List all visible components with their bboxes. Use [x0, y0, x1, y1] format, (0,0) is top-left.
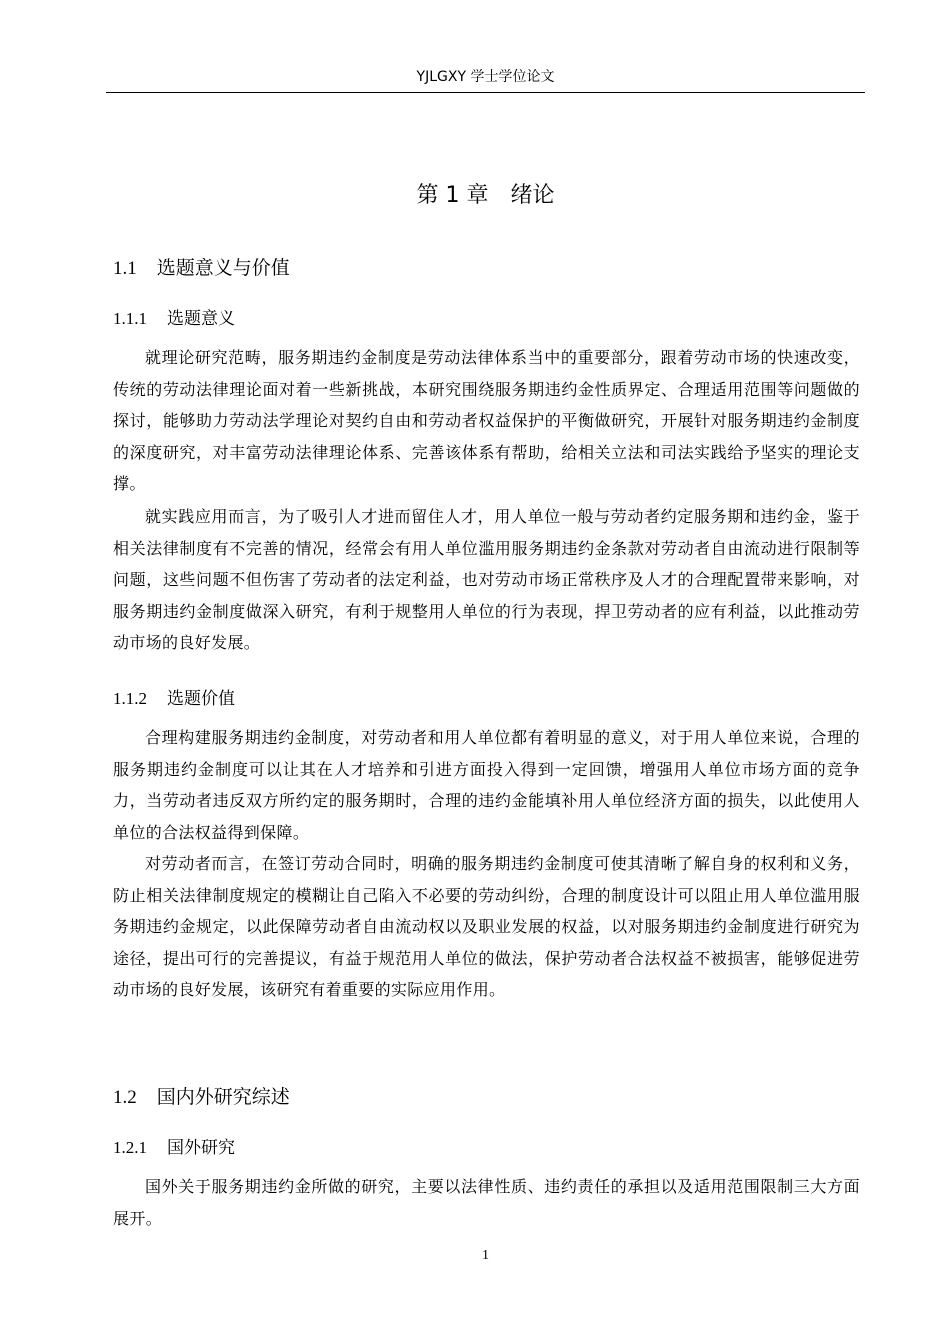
section-heading-1-1: [113, 253, 290, 280]
subsection-heading-1-1-1: [113, 304, 235, 329]
subsection-title: 选题意义: [167, 309, 235, 329]
section-title: 选题意义与价值: [156, 257, 290, 279]
paragraph: 对劳动者而言，在签订劳动合同时，明确的服务期违约金制度可使其清晰了解自身的权利和义务，防止相关法律制度规定的模糊让自己陷入不必要的劳动纠纷，合理的制度设计可以阻止用人单位滥用服务期违约金规定，以此保障劳动者自由流动权以及职业发展的权益，以对服务期违约金制度进行研究为途径，提出可行的完善提议，有益于规范用人单位的做法，保护劳动者合法权益不被损害，能够促进劳动市场的良好发展，该研究有着重要的实际应用作用。: [113, 854, 860, 999]
section-number: 1.1: [113, 258, 137, 279]
paragraph: 就理论研究范畴，服务期违约金制度是劳动法律体系当中的重要部分，跟着劳动市场的快速改变，传统的劳动法律理论面对着一些新挑战，本研究围绕服务期违约金性质界定、合理适用范围等问题做的探讨，能够助力劳动法学理论对契约自由和劳动者权益保护的平衡做研究，开展针对服务期违约金制度的深度研究，对丰富劳动法律理论体系、完善该体系有帮助，给相关立法和司法实践给予坚实的理论支撑。: [113, 348, 860, 493]
subsection-number: 1.2.1: [113, 1138, 147, 1157]
paragraph: 国外关于服务期违约金所做的研究，主要以法律性质、违约责任的承担以及适用范围限制三大方面展开。: [113, 1177, 860, 1228]
subsection-title: 选题价值: [167, 689, 235, 709]
header-rule: [106, 92, 865, 93]
subsection-heading-1-2-1: [113, 1133, 235, 1158]
chapter-title-text: 绪论: [510, 183, 555, 208]
paragraph: 就实践应用而言，为了吸引人才进而留住人才，用人单位一般与劳动者约定服务期和违约金，鉴于相关法律制度有不完善的情况，经常会有用人单位滥用服务期违约金条款对劳动者自由流动进行限制等问题，这些问题不但伤害了劳动者的法定利益，也对劳动市场正常秩序及人才的合理配置带来影响，对服务期违约金制度做深入研究，有利于规整用人单位的行为表现，捍卫劳动者的应有利益，以此推动劳动市场的良好发展。: [113, 507, 860, 652]
page-number: 1: [482, 1248, 489, 1263]
chapter-number: 第 1 章: [416, 183, 489, 208]
section-number: 1.2: [113, 1087, 137, 1108]
subsection-heading-1-1-2: [113, 684, 235, 709]
chapter-title: [106, 178, 865, 209]
subsection-title: 国外研究: [167, 1138, 235, 1158]
page-header: YJLGXY 学士学位论文: [416, 69, 555, 85]
section-title: 国内外研究综述: [156, 1086, 290, 1108]
section-heading-1-2: [113, 1082, 290, 1109]
subsection-number: 1.1.1: [113, 309, 147, 328]
paragraph: 合理构建服务期违约金制度，对劳动者和用人单位都有着明显的意义，对于用人单位来说，合理的服务期违约金制度可以让其在人才培养和引进方面投入得到一定回馈，增强用人单位市场方面的竞争力，当劳动者违反双方所约定的服务期时，合理的违约金能填补用人单位经济方面的损失，以此使用人单位的合法权益得到保障。: [113, 728, 860, 842]
subsection-number: 1.1.2: [113, 689, 147, 708]
